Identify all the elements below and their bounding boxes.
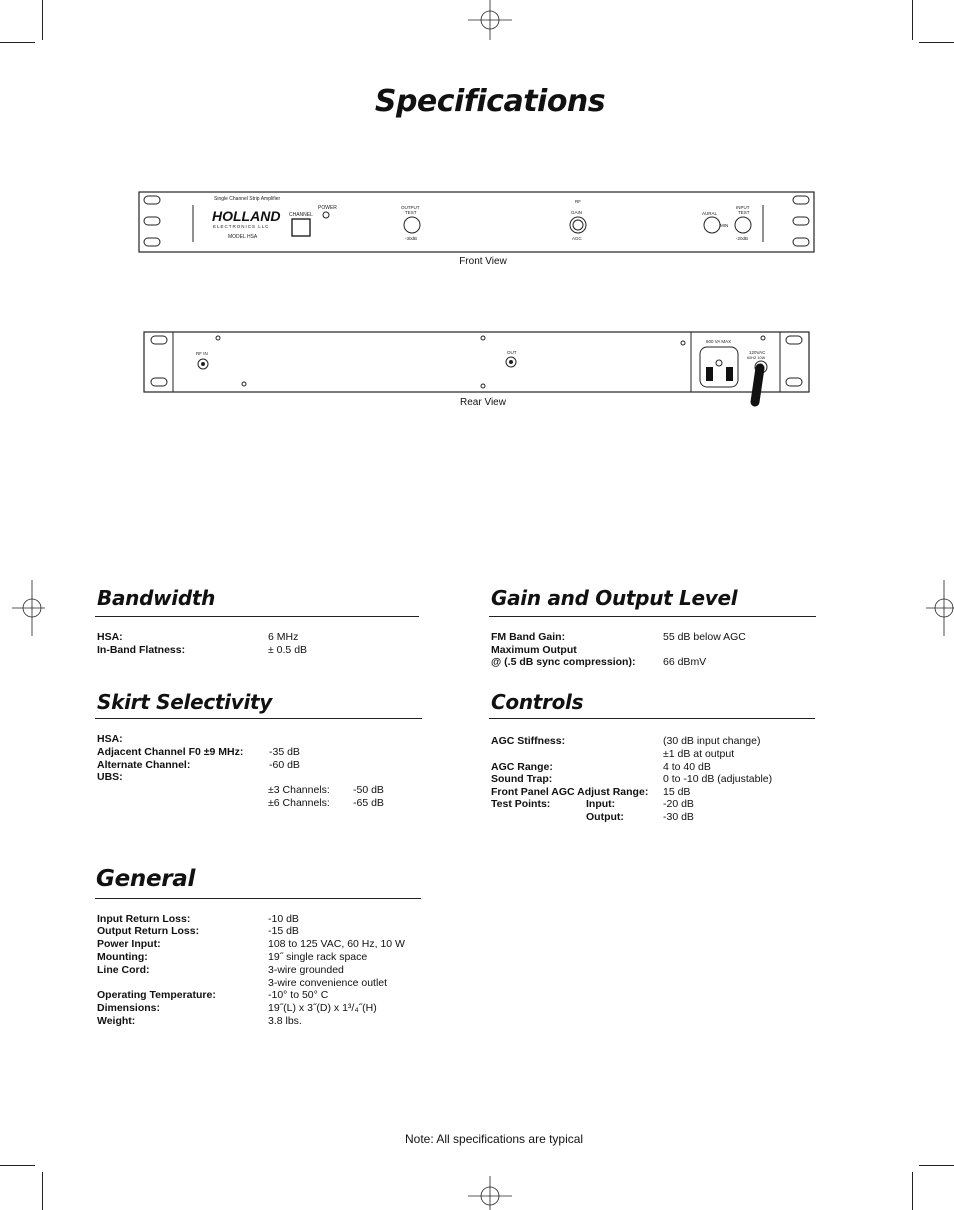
svg-text:TEST: TEST: [405, 210, 417, 215]
registration-mark-top: [460, 0, 520, 45]
spec-label: Maximum Output: [491, 644, 577, 656]
brand-sub: ELECTRONICS LLC: [213, 224, 270, 229]
input-test-label: INPUT: [736, 205, 750, 210]
controls-heading: Controls: [491, 690, 584, 714]
spec-label: UBS:: [97, 771, 123, 783]
skirt-rule: [95, 718, 422, 719]
spec-label: Input Return Loss:: [97, 913, 191, 925]
outlet-rating: 600 VA MAX: [706, 339, 732, 344]
spec-label: Dimensions:: [97, 1002, 161, 1014]
front-header-text: Single Channel Strip Amplifier: [214, 196, 281, 202]
spec-value: -20 dB: [663, 798, 694, 810]
spec-label: AGC Stiffness:: [491, 735, 566, 747]
spec-value: -30 dB: [663, 811, 694, 823]
spec-label: Alternate Channel:: [97, 759, 191, 771]
svg-text:GAIN: GAIN: [571, 210, 583, 215]
spec-sublabel: ±3 Channels:: [268, 784, 330, 796]
page-title: Specifications: [374, 84, 606, 119]
controls-rule: [489, 718, 815, 719]
crop-mark: [919, 1165, 954, 1166]
crop-mark: [0, 1165, 35, 1166]
spec-sublabel: Output:: [586, 811, 624, 823]
rf-in-label: RF IN: [196, 351, 208, 356]
spec-value: 55 dB below AGC: [663, 631, 746, 643]
front-panel-diagram: [138, 190, 818, 256]
spec-sublabel: ±6 Channels:: [268, 797, 330, 809]
spec-label: HSA:: [97, 733, 123, 745]
svg-text:-20dB: -20dB: [736, 236, 749, 241]
spec-label: Test Points:: [491, 798, 551, 810]
spec-label: Operating Temperature:: [97, 989, 216, 1001]
spec-label: Mounting:: [97, 951, 148, 963]
channel-label: CHANNEL: [289, 212, 313, 218]
spec-value: 66 dBmV: [663, 656, 707, 668]
aural-label: AURAL: [702, 211, 718, 216]
spec-value: 3.8 lbs.: [268, 1015, 302, 1027]
spec-label: Output Return Loss:: [97, 925, 200, 937]
spec-value: -65 dB: [353, 797, 384, 809]
footer-note: Note: All specifications are typical: [405, 1132, 584, 1146]
brand-logo: HOLLAND: [212, 208, 281, 224]
spec-value: -10 dB: [268, 913, 299, 925]
spec-value: 19˝ single rack space: [268, 951, 368, 963]
rear-view-caption: Rear View: [460, 397, 506, 408]
crop-mark: [912, 0, 913, 40]
registration-mark-left: [0, 580, 45, 640]
spec-value: 15 dB: [663, 786, 691, 798]
spec-value: 108 to 125 VAC, 60 Hz, 10 W: [268, 938, 405, 950]
crop-mark: [912, 1172, 913, 1210]
spec-label: Sound Trap:: [491, 773, 553, 785]
rf-gain-label: RF: [575, 199, 581, 204]
spec-value: -35 dB: [269, 746, 300, 758]
spec-value: ±1 dB at output: [663, 748, 735, 760]
spec-value: 19˝(L) x 3˝(D) x 1³/₄˝(H): [268, 1002, 377, 1014]
spec-value: -10° to 50° C: [268, 989, 329, 1001]
output-test-label: OUTPUT: [401, 205, 420, 210]
spec-value: ± 0.5 dB: [268, 644, 308, 656]
general-heading: General: [96, 866, 196, 892]
spec-value: 0 to -10 dB (adjustable): [663, 773, 773, 785]
out-label: OUT: [507, 350, 517, 355]
svg-text:-30dB: -30dB: [405, 236, 418, 241]
spec-label: AGC Range:: [491, 761, 553, 773]
spec-label: Weight:: [97, 1015, 136, 1027]
gain-output-heading: Gain and Output Level: [491, 586, 738, 610]
spec-label: @ (.5 dB sync compression):: [491, 656, 636, 668]
bandwidth-heading: Bandwidth: [97, 586, 216, 610]
svg-text:60HZ 10W: 60HZ 10W: [747, 356, 766, 360]
spec-label: In-Band Flatness:: [97, 644, 186, 656]
power-rating: 120VAC: [749, 350, 766, 355]
spec-value: 6 MHz: [268, 631, 299, 643]
spec-label: Front Panel AGC Adjust Range:: [491, 786, 649, 798]
spec-value: -50 dB: [353, 784, 384, 796]
model-label: MODEL HSA: [228, 234, 258, 240]
crop-mark: [42, 1172, 43, 1210]
svg-text:AGC: AGC: [572, 236, 582, 241]
spec-label: Adjacent Channel F0 ±9 MHz:: [97, 746, 244, 758]
bandwidth-rule: [95, 616, 419, 617]
spec-value: 4 to 40 dB: [663, 761, 711, 773]
front-view-caption: Front View: [459, 256, 507, 267]
registration-mark-right: [912, 580, 954, 640]
svg-text:TEST: TEST: [738, 210, 750, 215]
crop-mark: [919, 42, 954, 43]
spec-label: Line Cord:: [97, 964, 150, 976]
registration-mark-bottom: [460, 1170, 520, 1210]
power-label: POWER: [318, 205, 337, 211]
power-cord: [755, 368, 760, 402]
spec-value: 3-wire grounded: [268, 964, 344, 976]
spec-label: HSA:: [97, 631, 123, 643]
spec-value: -60 dB: [269, 759, 300, 771]
spec-label: FM Band Gain:: [491, 631, 566, 643]
skirt-selectivity-heading: Skirt Selectivity: [97, 690, 272, 714]
crop-mark: [42, 0, 43, 40]
svg-text:MIN: MIN: [720, 223, 729, 228]
spec-label: Power Input:: [97, 938, 161, 950]
spec-value: 3-wire convenience outlet: [268, 977, 388, 989]
spec-sublabel: Input:: [586, 798, 616, 810]
general-rule: [95, 898, 421, 899]
gain-output-rule: [489, 616, 816, 617]
spec-value: (30 dB input change): [663, 735, 761, 747]
crop-mark: [0, 42, 35, 43]
spec-value: -15 dB: [268, 925, 299, 937]
